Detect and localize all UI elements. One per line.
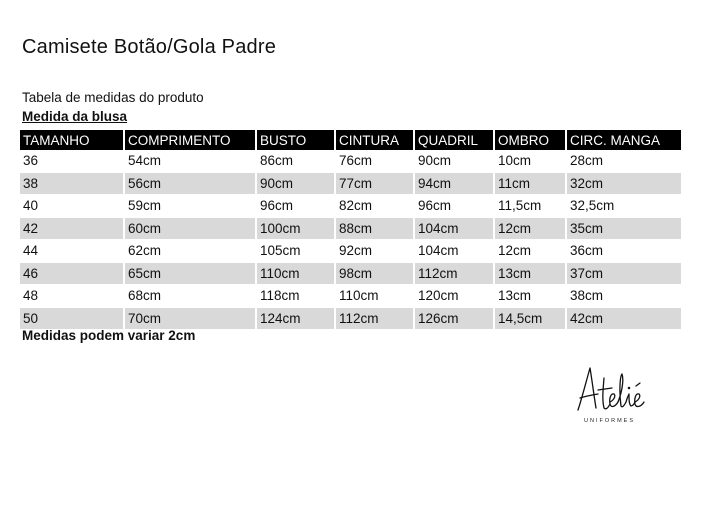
table-cell: 36cm	[566, 240, 681, 263]
table-cell: 32,5cm	[566, 195, 681, 218]
table-cell: 112cm	[335, 307, 414, 330]
table-cell: 38cm	[566, 285, 681, 308]
table-cell: 12cm	[494, 240, 566, 263]
table-row	[20, 262, 681, 285]
table-row	[20, 307, 681, 330]
table-cell: 62cm	[124, 240, 256, 263]
table-row	[20, 240, 681, 263]
logo-tagline: UNIFORMES	[584, 418, 635, 424]
table-cell: 104cm	[414, 240, 494, 263]
table-cell: 88cm	[335, 217, 414, 240]
table-row	[20, 217, 681, 240]
size-table	[20, 130, 681, 330]
table-cell: 10cm	[494, 150, 566, 172]
table-cell: 38	[20, 172, 124, 195]
table-cell: 12cm	[494, 217, 566, 240]
table-cell: 86cm	[256, 150, 335, 172]
table-cell: 76cm	[335, 150, 414, 172]
table-cell: 40	[20, 195, 124, 218]
table-cell: 11cm	[494, 172, 566, 195]
table-cell: 37cm	[566, 262, 681, 285]
table-cell: 50	[20, 307, 124, 330]
table-cell: 98cm	[335, 262, 414, 285]
table-cell: 42cm	[566, 307, 681, 330]
table-cell: 110cm	[335, 285, 414, 308]
table-cell: 100cm	[256, 217, 335, 240]
table-cell: 82cm	[335, 195, 414, 218]
table-cell: 60cm	[124, 217, 256, 240]
table-cell: 105cm	[256, 240, 335, 263]
table-row	[20, 195, 681, 218]
table-cell: 28cm	[566, 150, 681, 172]
header-cintura: CINTURA	[335, 130, 414, 150]
table-cell: 11,5cm	[494, 195, 566, 218]
table-cell: 90cm	[256, 172, 335, 195]
table-cell: 90cm	[414, 150, 494, 172]
table-cell: 112cm	[414, 262, 494, 285]
header-quadril: QUADRIL	[414, 130, 494, 150]
table-cell: 94cm	[414, 172, 494, 195]
table-header-row	[20, 130, 681, 150]
table-cell: 14,5cm	[494, 307, 566, 330]
table-row	[20, 172, 681, 195]
table-cell: 70cm	[124, 307, 256, 330]
subtitle: Tabela de medidas do produto	[22, 90, 204, 105]
table-cell: 36	[20, 150, 124, 172]
table-cell: 59cm	[124, 195, 256, 218]
table-cell: 118cm	[256, 285, 335, 308]
section-label: Medida da blusa	[22, 109, 128, 124]
table-cell: 92cm	[335, 240, 414, 263]
footnote: Medidas podem variar 2cm	[22, 328, 196, 343]
table-cell: 54cm	[124, 150, 256, 172]
header-comprimento: COMPRIMENTO	[124, 130, 256, 150]
table-cell: 35cm	[566, 217, 681, 240]
table-cell: 104cm	[414, 217, 494, 240]
table-cell: 124cm	[256, 307, 335, 330]
table-cell: 44	[20, 240, 124, 263]
page-title: Camisete Botão/Gola Padre	[22, 36, 277, 58]
table-cell: 77cm	[335, 172, 414, 195]
table-cell: 13cm	[494, 285, 566, 308]
table-cell: 120cm	[414, 285, 494, 308]
header-busto: BUSTO	[256, 130, 335, 150]
table-cell: 48	[20, 285, 124, 308]
table-cell: 126cm	[414, 307, 494, 330]
table-cell: 110cm	[256, 262, 335, 285]
table-cell: 56cm	[124, 172, 256, 195]
table-cell: 68cm	[124, 285, 256, 308]
table-cell: 96cm	[414, 195, 494, 218]
table-cell: 42	[20, 217, 124, 240]
table-cell: 32cm	[566, 172, 681, 195]
table-cell: 46	[20, 262, 124, 285]
table-cell: 96cm	[256, 195, 335, 218]
table-row	[20, 285, 681, 308]
table-row	[20, 150, 681, 172]
table-cell: 65cm	[124, 262, 256, 285]
header-circ-manga: CIRC. MANGA	[566, 130, 681, 150]
table-cell: 13cm	[494, 262, 566, 285]
header-ombro: OMBRO	[494, 130, 566, 150]
header-tamanho: TAMANHO	[20, 130, 124, 150]
